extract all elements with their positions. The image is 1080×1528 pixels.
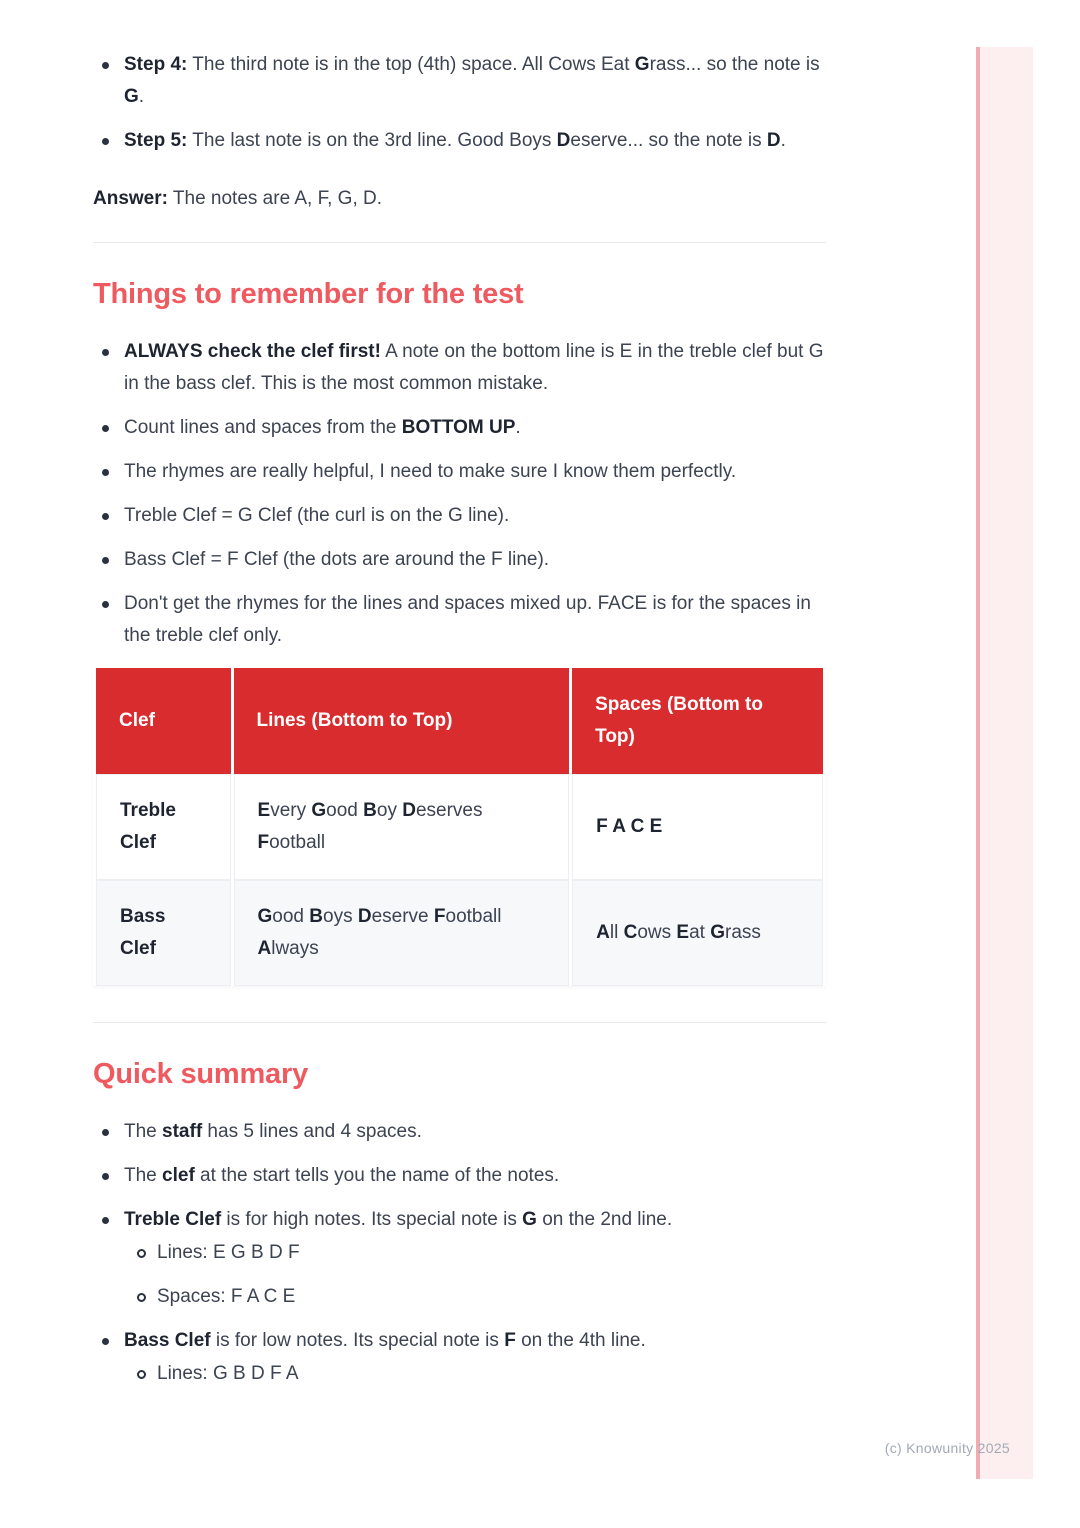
bullet-icon: [102, 557, 109, 564]
list-item-text: ALWAYS check the clef first! A note on the bottom line is E in the treble clef but G in the bass clef. This is the most common mistake.: [124, 341, 824, 394]
clef-cell: Bass Clef: [96, 880, 231, 986]
table-header-row: [96, 668, 823, 774]
summary-item: [93, 1160, 826, 1192]
bullet-icon: [102, 601, 109, 608]
lines-column-header: Lines (Bottom to Top): [234, 668, 570, 774]
step-text: Step 4: The third note is in the top (4th) space. All Cows Eat Grass... so the note is G.: [124, 54, 820, 107]
clef-column-header: Clef: [96, 668, 231, 774]
spaces-column-header: Spaces (Bottom to Top): [572, 668, 823, 774]
list-item: [93, 456, 826, 488]
bullet-icon: [102, 1217, 109, 1224]
side-accent-stripe: [976, 47, 980, 1479]
list-item: [93, 588, 826, 652]
step-item: [93, 49, 826, 113]
bullet-icon: [102, 349, 109, 356]
circle-bullet-icon: [137, 1249, 146, 1258]
list-item: [93, 412, 826, 444]
bullet-icon: [102, 425, 109, 432]
summary-subitem: [124, 1237, 826, 1269]
bullet-icon: [102, 513, 109, 520]
bullet-icon: [102, 62, 109, 69]
summary-item-text: Treble Clef is for high notes. Its special note is G on the 2nd line.: [124, 1209, 673, 1230]
bullet-icon: [102, 1129, 109, 1136]
section-heading-quick-summary: Quick summary: [93, 1058, 308, 1090]
list-item-text: Don't get the rhymes for the lines and spaces mixed up. FACE is for the spaces in the treble clef only.: [124, 593, 811, 646]
summary-item-text: The staff has 5 lines and 4 spaces.: [124, 1121, 422, 1142]
step-item: [93, 125, 826, 157]
summary-list: [93, 1116, 826, 1390]
section-divider: [93, 1022, 826, 1023]
summary-item: [93, 1325, 826, 1390]
summary-subitem-text: Lines: E G B D F: [157, 1242, 300, 1263]
list-item: [93, 336, 826, 400]
list-item: [93, 544, 826, 576]
side-accent-panel: [976, 47, 1033, 1479]
bullet-icon: [102, 1173, 109, 1180]
clef-cell: Treble Clef: [96, 774, 231, 880]
answer-text: Answer: The notes are A, F, G, D.: [93, 188, 382, 209]
remember-list: [93, 336, 826, 652]
step-text: Step 5: The last note is on the 3rd line. Good Boys Deserve... so the note is D.: [124, 130, 786, 151]
table-row: [96, 774, 823, 880]
list-item-text: Count lines and spaces from the BOTTOM UP.: [124, 417, 521, 438]
summary-subitem-text: Spaces: F A C E: [157, 1286, 296, 1307]
list-item-text: Treble Clef = G Clef (the curl is on the G line).: [124, 505, 510, 526]
spaces-cell: All Cows Eat Grass: [572, 880, 823, 986]
steps-list: [93, 49, 826, 157]
bullet-icon: [102, 138, 109, 145]
summary-item: [93, 1204, 826, 1313]
summary-item-text: The clef at the start tells you the name of the notes.: [124, 1165, 560, 1186]
summary-subitem: [124, 1281, 826, 1313]
clef-table: [93, 668, 826, 986]
table-row: [96, 880, 823, 986]
lines-cell: Good Boys Deserve Football Always: [234, 880, 570, 986]
circle-bullet-icon: [137, 1293, 146, 1302]
document-page: [93, 0, 826, 1402]
circle-bullet-icon: [137, 1370, 146, 1379]
summary-sublist: [124, 1358, 826, 1390]
list-item-text: Bass Clef = F Clef (the dots are around the F line).: [124, 549, 550, 570]
summary-subitem-text: Lines: G B D F A: [157, 1363, 299, 1384]
list-item-text: The rhymes are really helpful, I need to make sure I know them perfectly.: [124, 461, 737, 482]
section-divider: [93, 242, 826, 243]
summary-sublist: [124, 1237, 826, 1313]
bullet-icon: [102, 1338, 109, 1345]
section-heading-things-to-remember: Things to remember for the test: [93, 278, 524, 310]
summary-subitem: [124, 1358, 826, 1390]
spaces-cell: F A C E: [572, 774, 823, 880]
copyright-text: (c) Knowunity 2025: [884, 1440, 1010, 1456]
summary-item-text: Bass Clef is for low notes. Its special note is F on the 4th line.: [124, 1330, 646, 1351]
bullet-icon: [102, 469, 109, 476]
list-item: [93, 500, 826, 532]
lines-cell: Every Good Boy Deserves Football: [234, 774, 570, 880]
summary-item: [93, 1116, 826, 1148]
